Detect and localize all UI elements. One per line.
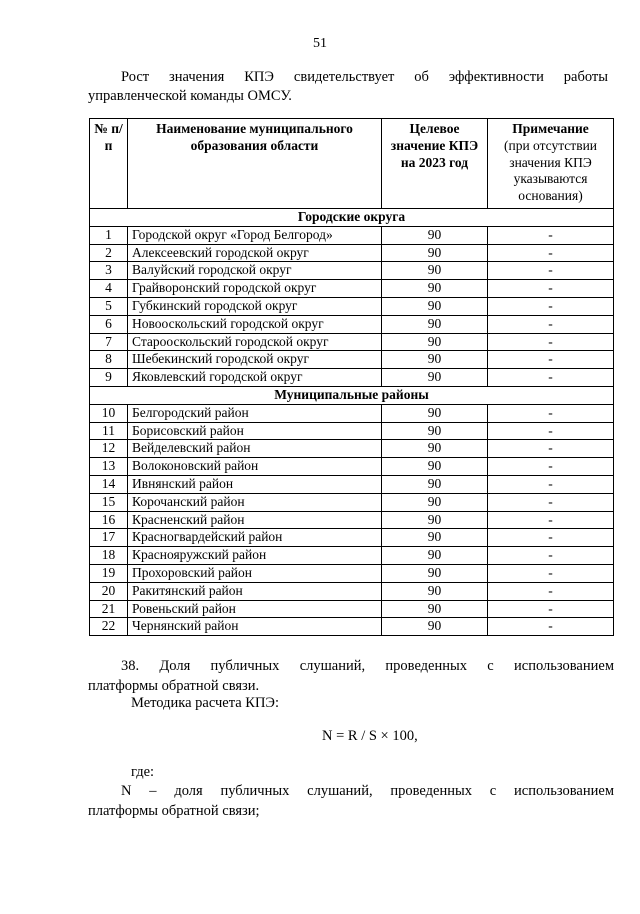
table-body [90, 209, 614, 636]
note-cell: - [488, 475, 614, 493]
municipality-name: Ракитянский район [128, 582, 382, 600]
n-definition-line-1: N – доля публичных слушаний, проведенных с использованием [121, 783, 614, 799]
municipality-name: Яковлевский городской округ [128, 369, 382, 387]
intro-line-2: управленческой команды ОМСУ. [88, 88, 292, 104]
target-value: 90 [382, 564, 488, 582]
target-value: 90 [382, 404, 488, 422]
table-row [90, 422, 614, 440]
table-row [90, 244, 614, 262]
table-row [90, 315, 614, 333]
table-row [90, 297, 614, 315]
table-row [90, 618, 614, 636]
municipality-name: Борисовский район [128, 422, 382, 440]
row-number: 4 [90, 280, 128, 298]
row-number: 1 [90, 226, 128, 244]
header-name: Наименование муниципального образования области [128, 119, 382, 209]
municipality-name: Городской округ «Город Белгород» [128, 226, 382, 244]
section-title: Городские округа [90, 209, 614, 227]
target-value: 90 [382, 440, 488, 458]
intro-line-1: Рост значения КПЭ свидетельствует об эффективности работы [121, 69, 608, 85]
note-cell: - [488, 404, 614, 422]
row-number: 16 [90, 511, 128, 529]
target-value: 90 [382, 547, 488, 565]
n-definition-line-2: платформы обратной связи; [88, 803, 260, 819]
row-number: 10 [90, 404, 128, 422]
row-number: 14 [90, 475, 128, 493]
municipality-name: Красногвардейский район [128, 529, 382, 547]
note-cell: - [488, 315, 614, 333]
table-row [90, 547, 614, 565]
target-value: 90 [382, 262, 488, 280]
section-row [90, 209, 614, 227]
municipality-name: Старооскольский городской округ [128, 333, 382, 351]
row-number: 13 [90, 458, 128, 476]
table-header-row [90, 119, 614, 209]
table-row [90, 262, 614, 280]
n-definition [88, 781, 614, 821]
table-row [90, 564, 614, 582]
page-number: 51 [313, 36, 327, 51]
header-note-body: (при отсутствии значения КПЭ указываются основания) [503, 137, 598, 204]
row-number: 11 [90, 422, 128, 440]
method-label: Методика расчета КПЭ: [131, 695, 280, 711]
row-number: 7 [90, 333, 128, 351]
section-row [90, 386, 614, 404]
note-cell: - [488, 458, 614, 476]
table-row [90, 351, 614, 369]
note-cell: - [488, 297, 614, 315]
formula: N = R / S × 100, [322, 728, 418, 744]
table-row [90, 333, 614, 351]
row-number: 9 [90, 369, 128, 387]
header-note-title: Примечание [512, 121, 589, 136]
row-number: 8 [90, 351, 128, 369]
target-value: 90 [382, 600, 488, 618]
table-row [90, 440, 614, 458]
municipality-name: Белгородский район [128, 404, 382, 422]
note-cell: - [488, 244, 614, 262]
note-cell: - [488, 333, 614, 351]
row-number: 2 [90, 244, 128, 262]
table-row [90, 404, 614, 422]
table-row [90, 458, 614, 476]
section-title: Муниципальные районы [90, 386, 614, 404]
target-value: 90 [382, 280, 488, 298]
row-number: 20 [90, 582, 128, 600]
target-value: 90 [382, 244, 488, 262]
header-note [488, 119, 614, 209]
table-row [90, 529, 614, 547]
target-value: 90 [382, 333, 488, 351]
item-38-line-2: платформы обратной связи. [88, 678, 260, 694]
note-cell: - [488, 529, 614, 547]
row-number: 22 [90, 618, 128, 636]
table-row [90, 493, 614, 511]
target-value: 90 [382, 369, 488, 387]
municipality-name: Вейделевский район [128, 440, 382, 458]
municipality-name: Корочанский район [128, 493, 382, 511]
table-row [90, 600, 614, 618]
note-cell: - [488, 422, 614, 440]
note-cell: - [488, 564, 614, 582]
where-label: где: [131, 764, 155, 780]
row-number: 12 [90, 440, 128, 458]
target-value: 90 [382, 475, 488, 493]
municipality-name: Губкинский городской округ [128, 297, 382, 315]
note-cell: - [488, 351, 614, 369]
note-cell: - [488, 262, 614, 280]
target-value: 90 [382, 582, 488, 600]
note-cell: - [488, 600, 614, 618]
note-cell: - [488, 618, 614, 636]
row-number: 6 [90, 315, 128, 333]
table-row [90, 369, 614, 387]
table-row [90, 582, 614, 600]
target-value: 90 [382, 297, 488, 315]
row-number: 21 [90, 600, 128, 618]
target-value: 90 [382, 226, 488, 244]
note-cell: - [488, 547, 614, 565]
item-38-line-1: 38. Доля публичных слушаний, проведенных с использованием [121, 658, 614, 674]
item-38 [88, 656, 614, 696]
target-value: 90 [382, 618, 488, 636]
header-num: № п/п [90, 119, 128, 209]
row-number: 5 [90, 297, 128, 315]
kpe-table [89, 118, 614, 636]
municipality-name: Прохоровский район [128, 564, 382, 582]
target-value: 90 [382, 422, 488, 440]
note-cell: - [488, 226, 614, 244]
municipality-name: Ровеньский район [128, 600, 382, 618]
row-number: 18 [90, 547, 128, 565]
note-cell: - [488, 582, 614, 600]
municipality-name: Красненский район [128, 511, 382, 529]
table-row [90, 226, 614, 244]
target-value: 90 [382, 493, 488, 511]
note-cell: - [488, 280, 614, 298]
row-number: 15 [90, 493, 128, 511]
target-value: 90 [382, 511, 488, 529]
municipality-name: Новооскольский городской округ [128, 315, 382, 333]
table-row [90, 511, 614, 529]
municipality-name: Грайворонский городской округ [128, 280, 382, 298]
municipality-name: Краснояружский район [128, 547, 382, 565]
row-number: 17 [90, 529, 128, 547]
municipality-name: Ивнянский район [128, 475, 382, 493]
target-value: 90 [382, 529, 488, 547]
municipality-name: Волоконовский район [128, 458, 382, 476]
note-cell: - [488, 511, 614, 529]
row-number: 3 [90, 262, 128, 280]
table-row [90, 475, 614, 493]
row-number: 19 [90, 564, 128, 582]
target-value: 90 [382, 315, 488, 333]
municipality-name: Шебекинский городской округ [128, 351, 382, 369]
note-cell: - [488, 440, 614, 458]
note-cell: - [488, 369, 614, 387]
target-value: 90 [382, 458, 488, 476]
municipality-name: Алексеевский городской округ [128, 244, 382, 262]
header-target: Целевое значение КПЭ на 2023 год [382, 119, 488, 209]
table-row [90, 280, 614, 298]
note-cell: - [488, 493, 614, 511]
intro-paragraph [88, 68, 608, 106]
target-value: 90 [382, 351, 488, 369]
municipality-name: Валуйский городской округ [128, 262, 382, 280]
municipality-name: Чернянский район [128, 618, 382, 636]
